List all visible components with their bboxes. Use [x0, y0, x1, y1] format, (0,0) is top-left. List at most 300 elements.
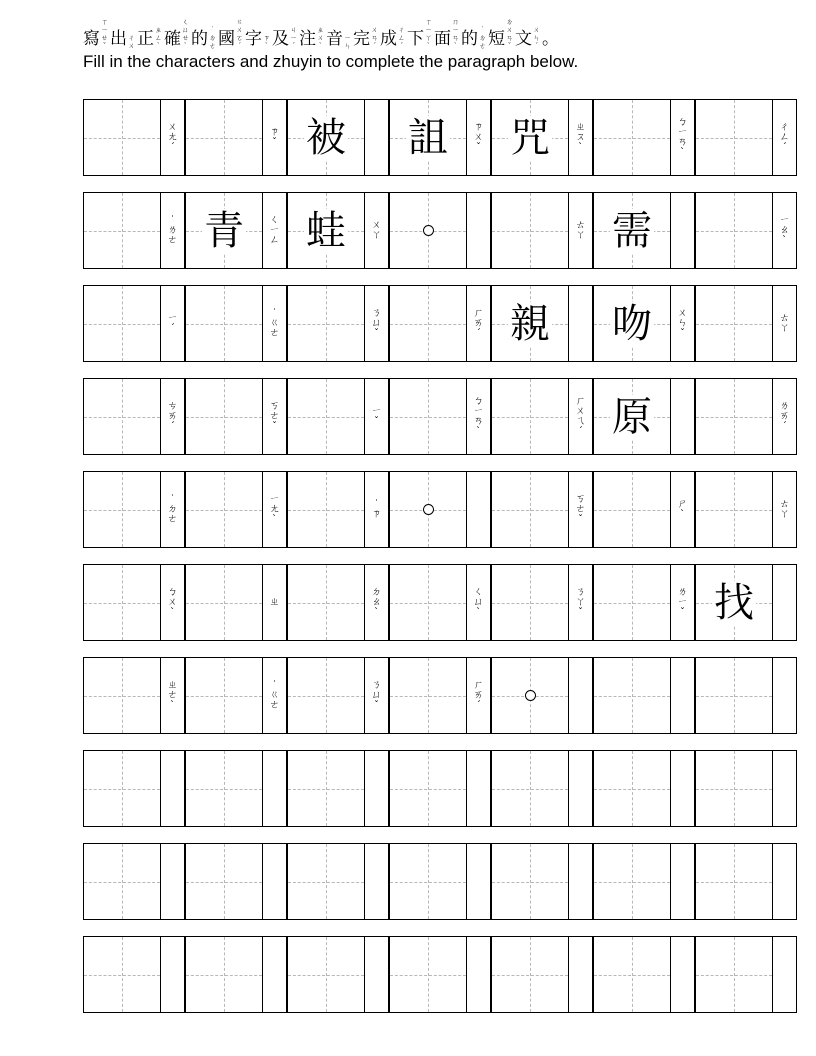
given-zhuyin: ㄔ ㄥ ˊ: [779, 121, 790, 153]
period-mark: [525, 690, 536, 701]
given-zhuyin: ㄌ ㄞ ˊ: [779, 400, 790, 432]
zhuyin-box[interactable]: [160, 564, 185, 641]
zhuyin-box[interactable]: [568, 843, 593, 920]
grid-cell: [287, 99, 389, 176]
zhuyin-box[interactable]: [670, 564, 695, 641]
grid-cell: [287, 285, 389, 362]
character-box[interactable]: [695, 99, 772, 176]
given-zhuyin: ˙ ㄗ: [371, 498, 382, 520]
character-box[interactable]: [83, 378, 160, 455]
character-box[interactable]: [389, 657, 466, 734]
character-box[interactable]: [593, 564, 670, 641]
zhuyin-box[interactable]: [160, 99, 185, 176]
given-character: 需: [612, 207, 652, 254]
grid-cell: [593, 378, 695, 455]
given-zhuyin: ㄅ ㄨ ˋ: [167, 586, 178, 618]
title-zhuyin: ˙ ㄉ ㄜ: [479, 26, 486, 50]
zhuyin-box[interactable]: [364, 192, 389, 269]
character-box[interactable]: [593, 99, 670, 176]
grid-cell: [695, 843, 797, 920]
zhuyin-box[interactable]: [670, 471, 695, 548]
zhuyin-box[interactable]: [568, 285, 593, 362]
title-character: 完: [353, 29, 370, 49]
given-zhuyin: ˙ ㄍ ㄜ: [269, 679, 280, 711]
given-zhuyin: ㄏ ㄨ ㄟ ˊ: [575, 395, 586, 437]
zhuyin-box[interactable]: [670, 657, 695, 734]
grid-cell: [83, 843, 185, 920]
given-zhuyin: ㄅ ㄧ ㄢ ˋ: [473, 395, 484, 437]
character-box[interactable]: [491, 750, 568, 827]
grid-cell: [593, 285, 695, 362]
character-box[interactable]: [83, 99, 160, 176]
given-zhuyin: ㄘ ㄞ ˊ: [167, 400, 178, 432]
title-zhuyin: ㄗ ˋ: [263, 34, 270, 50]
instruction-title-chinese: [83, 20, 803, 50]
character-box[interactable]: [389, 843, 466, 920]
character-box[interactable]: [593, 192, 670, 269]
grid-cell: [83, 936, 185, 1013]
title-zhuyin: ㄓ ㄨ ˋ: [317, 26, 324, 50]
grid-cell: [185, 192, 287, 269]
zhuyin-box[interactable]: [262, 936, 287, 1013]
character-box[interactable]: [185, 192, 262, 269]
title-character: 國: [218, 29, 235, 49]
grid-cell: [593, 657, 695, 734]
instruction-title-english: Fill in the characters and zhuyin to complete the paragraph below.: [83, 52, 579, 71]
grid-cell: [695, 750, 797, 827]
grid-cell: [389, 192, 491, 269]
character-box[interactable]: [83, 564, 160, 641]
title-character: 面: [434, 29, 451, 49]
zhuyin-box[interactable]: [772, 750, 797, 827]
zhuyin-box[interactable]: [160, 378, 185, 455]
given-zhuyin: ㄊ ㄚ: [779, 312, 790, 334]
given-character: 吻: [612, 300, 652, 347]
zhuyin-box[interactable]: [262, 657, 287, 734]
grid-cell: [185, 564, 287, 641]
grid-cell: [389, 285, 491, 362]
zhuyin-box[interactable]: [568, 99, 593, 176]
writing-grid: [83, 99, 791, 1029]
given-zhuyin: ㄨ ㄣ ˇ: [677, 307, 688, 339]
zhuyin-box[interactable]: [466, 564, 491, 641]
character-box[interactable]: [695, 285, 772, 362]
grid-cell: [695, 285, 797, 362]
grid-cell: [185, 99, 287, 176]
given-character: 被: [306, 114, 346, 161]
grid-cell: [287, 936, 389, 1013]
character-box[interactable]: [185, 843, 262, 920]
given-zhuyin: ㄨ ㄚ: [371, 219, 382, 241]
grid-cell: [695, 192, 797, 269]
character-box[interactable]: [491, 192, 568, 269]
given-zhuyin: ˙ ㄍ ㄜ: [269, 307, 280, 339]
zhuyin-box[interactable]: [568, 378, 593, 455]
grid-cell: [83, 471, 185, 548]
grid-row: [83, 192, 791, 269]
worksheet-header: [83, 20, 803, 72]
zhuyin-box[interactable]: [262, 285, 287, 362]
grid-cell: [491, 843, 593, 920]
zhuyin-box[interactable]: [568, 471, 593, 548]
zhuyin-box[interactable]: [772, 564, 797, 641]
zhuyin-box[interactable]: [772, 843, 797, 920]
character-box[interactable]: [491, 378, 568, 455]
zhuyin-box[interactable]: [568, 192, 593, 269]
character-box[interactable]: [389, 378, 466, 455]
grid-row: [83, 750, 791, 827]
grid-cell: [491, 564, 593, 641]
given-character: 找: [714, 579, 754, 626]
given-zhuyin: ㄕ ˋ: [677, 498, 688, 520]
grid-cell: [695, 99, 797, 176]
grid-cell: [83, 192, 185, 269]
character-box[interactable]: [287, 99, 364, 176]
grid-cell: [389, 378, 491, 455]
title-character: 正: [137, 29, 154, 49]
given-zhuyin: ˙ ㄉ ㄜ: [167, 493, 178, 525]
zhuyin-box[interactable]: [772, 378, 797, 455]
zhuyin-box[interactable]: [160, 750, 185, 827]
character-box[interactable]: [593, 378, 670, 455]
zhuyin-box[interactable]: [670, 936, 695, 1013]
zhuyin-box[interactable]: [466, 192, 491, 269]
given-character: 咒: [510, 114, 550, 161]
character-box[interactable]: [83, 843, 160, 920]
title-character: 文: [515, 29, 532, 49]
character-box[interactable]: [695, 471, 772, 548]
zhuyin-box[interactable]: [364, 471, 389, 548]
grid-cell: [695, 564, 797, 641]
grid-cell: [389, 936, 491, 1013]
given-zhuyin: ㄋ ㄚ ˇ: [575, 586, 586, 618]
zhuyin-box[interactable]: [364, 564, 389, 641]
zhuyin-box[interactable]: [670, 192, 695, 269]
grid-cell: [185, 657, 287, 734]
title-zhuyin: ㄉ ㄨ ㄢ ˇ: [506, 18, 513, 50]
grid-cell: [593, 750, 695, 827]
character-box[interactable]: [593, 750, 670, 827]
grid-cell: [389, 750, 491, 827]
grid-cell: [491, 471, 593, 548]
zhuyin-box[interactable]: [670, 843, 695, 920]
grid-cell: [491, 936, 593, 1013]
title-character: 成: [380, 29, 397, 49]
zhuyin-box[interactable]: [466, 843, 491, 920]
zhuyin-box[interactable]: [160, 843, 185, 920]
zhuyin-box[interactable]: [160, 285, 185, 362]
zhuyin-box[interactable]: [568, 936, 593, 1013]
grid-cell: [287, 657, 389, 734]
grid-cell: [83, 285, 185, 362]
character-box[interactable]: [695, 657, 772, 734]
given-character: 蛙: [306, 207, 346, 254]
given-zhuyin: ㄋ ㄩ ˇ: [371, 307, 382, 339]
title-character: 。: [542, 29, 559, 49]
zhuyin-box[interactable]: [772, 285, 797, 362]
zhuyin-box[interactable]: [364, 378, 389, 455]
zhuyin-box[interactable]: [364, 843, 389, 920]
given-zhuyin: ㄊ ㄚ: [575, 219, 586, 241]
character-box[interactable]: [83, 471, 160, 548]
given-character: 詛: [408, 114, 448, 161]
grid-cell: [593, 471, 695, 548]
grid-cell: [185, 285, 287, 362]
zhuyin-box[interactable]: [772, 192, 797, 269]
given-zhuyin: ㄊ ㄚ: [779, 498, 790, 520]
grid-cell: [389, 471, 491, 548]
title-character: 及: [272, 29, 289, 49]
character-box[interactable]: [83, 192, 160, 269]
zhuyin-box[interactable]: [568, 750, 593, 827]
grid-row: [83, 936, 791, 1013]
zhuyin-box[interactable]: [772, 99, 797, 176]
grid-cell: [287, 750, 389, 827]
zhuyin-box[interactable]: [262, 471, 287, 548]
title-character: 音: [326, 29, 343, 49]
character-box[interactable]: [185, 285, 262, 362]
grid-cell: [695, 471, 797, 548]
character-box[interactable]: [389, 285, 466, 362]
grid-cell: [83, 564, 185, 641]
character-box[interactable]: [695, 750, 772, 827]
given-character: 親: [510, 300, 550, 347]
title-zhuyin: ㄐ ㄧ ˊ: [290, 26, 297, 50]
character-box[interactable]: [695, 564, 772, 641]
title-zhuyin: ㄨ ㄣ ˊ: [533, 26, 540, 50]
zhuyin-box[interactable]: [262, 843, 287, 920]
zhuyin-box[interactable]: [670, 750, 695, 827]
given-zhuyin: ㄋ ㄩ ˇ: [371, 679, 382, 711]
character-box[interactable]: [185, 936, 262, 1013]
character-box[interactable]: [491, 657, 568, 734]
zhuyin-box[interactable]: [772, 936, 797, 1013]
grid-cell: [389, 99, 491, 176]
character-box[interactable]: [185, 471, 262, 548]
given-zhuyin: ㄏ ㄞ ˊ: [473, 307, 484, 339]
grid-row: [83, 471, 791, 548]
grid-row: [83, 378, 791, 455]
title-zhuyin: ㄍ ㄨ ㄛ ˊ: [236, 18, 243, 50]
character-box[interactable]: [491, 99, 568, 176]
zhuyin-box[interactable]: [262, 378, 287, 455]
period-mark: [423, 225, 434, 236]
zhuyin-box[interactable]: [568, 564, 593, 641]
given-zhuyin: ㄅ ㄧ ㄢ ˋ: [677, 116, 688, 158]
zhuyin-box[interactable]: [160, 936, 185, 1013]
character-box[interactable]: [389, 192, 466, 269]
zhuyin-box[interactable]: [364, 936, 389, 1013]
grid-cell: [695, 378, 797, 455]
zhuyin-box[interactable]: [160, 657, 185, 734]
zhuyin-box[interactable]: [466, 378, 491, 455]
given-zhuyin: ㄑ ㄩ ˋ: [473, 586, 484, 618]
character-box[interactable]: [287, 285, 364, 362]
zhuyin-box[interactable]: [670, 99, 695, 176]
grid-cell: [695, 936, 797, 1013]
title-character: 出: [110, 29, 127, 49]
character-box[interactable]: [491, 471, 568, 548]
grid-cell: [491, 99, 593, 176]
grid-row: [83, 285, 791, 362]
character-box[interactable]: [287, 192, 364, 269]
character-box[interactable]: [83, 750, 160, 827]
character-box[interactable]: [389, 750, 466, 827]
title-zhuyin: ㄑ ㄩ ㄝ ˋ: [182, 18, 189, 50]
given-zhuyin: ㄑ ㄧ ㄥ: [269, 214, 280, 246]
character-box[interactable]: [389, 564, 466, 641]
grid-cell: [185, 471, 287, 548]
zhuyin-box[interactable]: [466, 471, 491, 548]
title-zhuyin: ㄧ ㄣ: [344, 34, 351, 50]
grid-cell: [83, 378, 185, 455]
grid-cell: [491, 750, 593, 827]
title-zhuyin: ㄒ ㄧ ㄚ ˋ: [425, 18, 432, 50]
character-box[interactable]: [287, 843, 364, 920]
zhuyin-box[interactable]: [466, 750, 491, 827]
grid-row: [83, 564, 791, 641]
character-box[interactable]: [593, 657, 670, 734]
character-box[interactable]: [593, 843, 670, 920]
zhuyin-box[interactable]: [772, 657, 797, 734]
title-zhuyin: ㄔ ㄥ ˊ: [398, 26, 405, 50]
character-box[interactable]: [491, 936, 568, 1013]
grid-cell: [185, 936, 287, 1013]
zhuyin-box[interactable]: [466, 936, 491, 1013]
title-zhuyin: ㄒ ㄧ ㄝ ˇ: [101, 18, 108, 50]
grid-cell: [185, 843, 287, 920]
grid-cell: [389, 564, 491, 641]
character-box[interactable]: [185, 750, 262, 827]
title-character: 的: [191, 29, 208, 49]
character-box[interactable]: [389, 99, 466, 176]
character-box[interactable]: [83, 936, 160, 1013]
grid-row: [83, 657, 791, 734]
zhuyin-box[interactable]: [262, 564, 287, 641]
given-zhuyin: ㄎ ㄜ ˇ: [269, 400, 280, 432]
grid-cell: [389, 843, 491, 920]
given-zhuyin: ㄨ ㄤ ˊ: [167, 121, 178, 153]
given-zhuyin: ㄧ ㄠ ˋ: [779, 214, 790, 246]
title-character: 下: [407, 29, 424, 49]
title-character: 寫: [83, 29, 100, 49]
given-character: 青: [204, 207, 244, 254]
title-character: 注: [299, 29, 316, 49]
zhuyin-box[interactable]: [772, 471, 797, 548]
given-zhuyin: ㄉ ㄠ ˋ: [371, 586, 382, 618]
character-box[interactable]: [287, 564, 364, 641]
grid-cell: [491, 285, 593, 362]
grid-cell: [389, 657, 491, 734]
zhuyin-box[interactable]: [670, 285, 695, 362]
zhuyin-box[interactable]: [262, 192, 287, 269]
grid-cell: [593, 936, 695, 1013]
zhuyin-box[interactable]: [364, 657, 389, 734]
given-zhuyin: ㄓ: [269, 596, 280, 608]
character-box[interactable]: [695, 843, 772, 920]
given-zhuyin: ㄧ ˇ: [371, 405, 382, 427]
title-character: 短: [488, 29, 505, 49]
grid-cell: [593, 192, 695, 269]
given-zhuyin: ㄧ ㄤ ˋ: [269, 493, 280, 525]
character-box[interactable]: [185, 657, 262, 734]
title-character: 字: [245, 29, 262, 49]
given-zhuyin: ㄎ ㄜ ˇ: [575, 493, 586, 525]
character-box[interactable]: [491, 564, 568, 641]
character-box[interactable]: [83, 285, 160, 362]
character-box[interactable]: [389, 936, 466, 1013]
zhuyin-box[interactable]: [160, 192, 185, 269]
grid-cell: [593, 564, 695, 641]
title-zhuyin: ㄇ ㄧ ㄢ ˋ: [452, 18, 459, 50]
character-box[interactable]: [695, 378, 772, 455]
zhuyin-box[interactable]: [466, 99, 491, 176]
character-box[interactable]: [491, 285, 568, 362]
zhuyin-box[interactable]: [364, 750, 389, 827]
character-box[interactable]: [593, 471, 670, 548]
zhuyin-box[interactable]: [466, 285, 491, 362]
grid-row: [83, 99, 791, 176]
title-character: 確: [164, 29, 181, 49]
zhuyin-box[interactable]: [466, 657, 491, 734]
character-box[interactable]: [491, 843, 568, 920]
title-zhuyin: ㄓ ㄥ ˋ: [155, 26, 162, 50]
zhuyin-box[interactable]: [262, 99, 287, 176]
character-box[interactable]: [287, 657, 364, 734]
grid-cell: [185, 750, 287, 827]
character-box[interactable]: [593, 936, 670, 1013]
grid-cell: [491, 192, 593, 269]
zhuyin-box[interactable]: [568, 657, 593, 734]
given-zhuyin: ㄏ ㄞ ˊ: [473, 679, 484, 711]
grid-cell: [287, 378, 389, 455]
given-zhuyin: ㄓ ㄡ ˋ: [575, 121, 586, 153]
character-box[interactable]: [593, 285, 670, 362]
character-box[interactable]: [185, 378, 262, 455]
given-zhuyin: ˙ ㄌ ㄜ: [167, 214, 178, 246]
character-box[interactable]: [185, 564, 262, 641]
title-zhuyin: ˙ ㄉ ㄜ: [209, 26, 216, 50]
grid-cell: [83, 750, 185, 827]
grid-row: [83, 843, 791, 920]
character-box[interactable]: [287, 936, 364, 1013]
character-box[interactable]: [287, 471, 364, 548]
grid-cell: [593, 99, 695, 176]
zhuyin-box[interactable]: [364, 99, 389, 176]
grid-cell: [695, 657, 797, 734]
zhuyin-box[interactable]: [364, 285, 389, 362]
grid-cell: [593, 843, 695, 920]
character-box[interactable]: [287, 750, 364, 827]
zhuyin-box[interactable]: [160, 471, 185, 548]
given-zhuyin: ㄧ ˊ: [167, 312, 178, 334]
given-zhuyin: ㄗ ˇ: [269, 126, 280, 148]
zhuyin-box[interactable]: [670, 378, 695, 455]
zhuyin-box[interactable]: [262, 750, 287, 827]
character-box[interactable]: [389, 471, 466, 548]
character-box[interactable]: [695, 192, 772, 269]
grid-cell: [287, 843, 389, 920]
grid-cell: [83, 657, 185, 734]
character-box[interactable]: [83, 657, 160, 734]
character-box[interactable]: [695, 936, 772, 1013]
character-box[interactable]: [185, 99, 262, 176]
given-zhuyin: ㄌ ㄧ ˇ: [677, 586, 688, 618]
grid-cell: [287, 471, 389, 548]
given-character: 原: [612, 393, 652, 440]
grid-cell: [185, 378, 287, 455]
character-box[interactable]: [287, 378, 364, 455]
